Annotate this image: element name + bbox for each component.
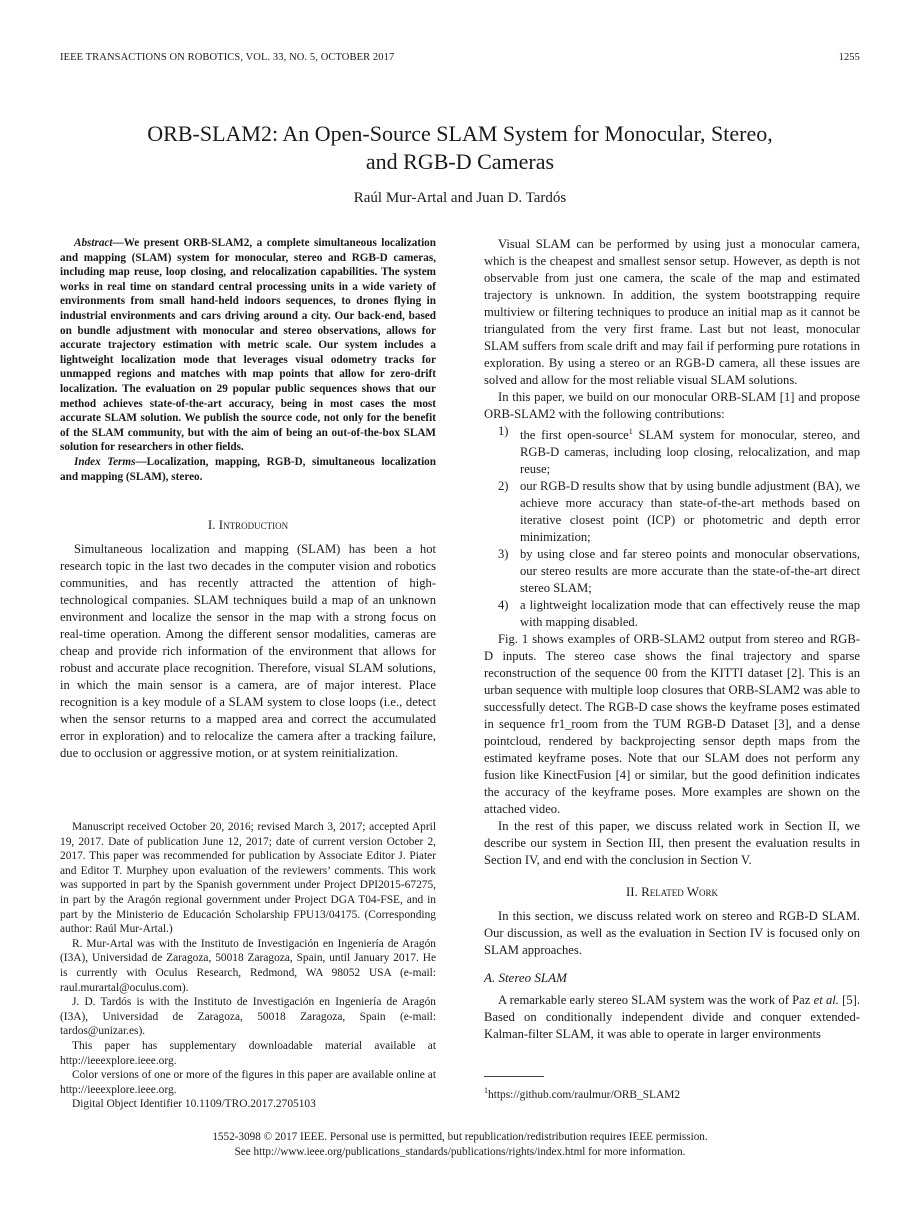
abstract	[60, 236, 436, 455]
section-1-heading: I. Introduction	[207, 517, 289, 532]
footnote-doi: Digital Object Identifier 10.1109/TRO.2017.2705103	[72, 1098, 316, 1111]
index-terms-label: Index Terms	[74, 456, 136, 468]
journal-name: IEEE TRANSACTIONS ON ROBOTICS, VOL. 33, NO. 5, OCTOBER 2017	[60, 52, 395, 63]
copyright-line-2: See http://www.ieee.org/publications_standards/publications/rights/index.html for more information.	[234, 1146, 686, 1158]
intro-paragraph: Simultaneous localization and mapping (SLAM) has been a hot research topic in the last two decades in the computer vision and robotics communities, and has recently attracted the attention of high-technological companies. SLAM techniques build a map of an unknown environment and localize the sensor in the map with a strong focus on real-time operation. Among the different sensor modalities, cameras are cheap and provide rich information of the environment that allows for robust and accurate place recognition. Therefore, visual SLAM solutions, in which the main sensor is a camera, are of major interest. Place recognition is a key module of a SLAM system to close loops (i.e., detect when the sensor returns to a mapped area and correct the accumulated error in exploration) and to relocalize the camera after a tracking failure, due to occlusion or aggressive motion, or at system reinitialization.	[60, 542, 436, 760]
footnote-tardos: J. D. Tardós is with the Instituto de Investigación en Ingeniería de Aragón (I3A), Universidad de Zaragoza, 50018 Zaragoza, Spain (e-mail: tardos@unizar.es).	[60, 996, 436, 1038]
abstract-text: —We present ORB-SLAM2, a complete simultaneous localization and mapping (SLAM) system for monocular, stereo and RGB-D cameras, including map reuse, loop closing, and relocalization capabilities. The system works in real time on standard central processing units in a wide variety of environments from small hand-held indoors sequences, to drones flying in industrial environments and cars driving around a city. Our back-end, based on bundle adjustment with monocular and stereo observations, allows for accurate trajectory estimation with metric scale. Our system includes a lightweight localization mode that leverages visual odometry tracks for unmapped regions and matches with map points that allow for zero-drift localization. The evaluation on 29 popular public sequences shows that our method achieves state-of-the-art accuracy, being in most cases the most accurate SLAM solution. We publish the source code, not only for the benefit of the SLAM community, but with the aim of being an out-of-the-box SLAM solution for researchers in other fields.	[60, 237, 436, 454]
copyright-line-1: 1552-3098 © 2017 IEEE. Personal use is permitted, but republication/redistribution requires IEEE permission.	[212, 1131, 708, 1143]
list-item: 4) a lightweight localization mode that can effectively reuse the map with mapping disabled.	[498, 598, 860, 630]
list-item: 3) by using close and far stereo points and monocular observations, our stereo results are more accurate than the state-of-the-art direct stereo SLAM;	[498, 547, 860, 596]
footnote-1: $^1$https://github.com/raulmur/ORB_SLAM2	[484, 1086, 681, 1101]
copyright-notice	[60, 1130, 860, 1160]
section-1	[60, 516, 436, 762]
index-terms-text: —Localization, mapping, RGB-D, simultaneous localization and mapping (SLAM), stereo.	[60, 456, 436, 483]
list-item: 2) our RGB-D results show that by using bundle adjustment (BA), we achieve more accuracy than state-of-the-art methods based on iterative closest point (ICP) or photometric and depth error minimization;	[498, 479, 860, 545]
footnote-color: Color versions of one or more of the figures in this paper are available online at http://ieeexplore.ieee.org.	[60, 1069, 436, 1096]
running-header	[60, 52, 860, 63]
page-number: 1255	[838, 52, 860, 63]
footnote-divider	[484, 1076, 544, 1077]
title-line-1: ORB-SLAM2: An Open-Source SLAM System for Monocular, Stereo,	[147, 121, 773, 146]
subsection-heading: A. Stereo SLAM	[484, 970, 567, 986]
paragraph-fig1: Fig. 1 shows examples of ORB-SLAM2 output from stereo and RGB-D inputs. The stereo case shows the final trajectory and sparse reconstruction of the sequence 00 from the KITTI dataset [2]. This is an urban sequence with multiple loop closures that ORB-SLAM2 was able to successfully detect. The RGB-D case shows the keyframe poses estimated in sequence fr1_room from the TUM RGB-D Dataset [3], and a dense pointcloud, rendered by backprojecting sensor depth maps from the estimated keyframe poses. Note that our SLAM does not perform any fusion like KinectFusion [4] or similar, but the good definition indicates the accuracy of the keyframe poses. More examples are shown on the attached video.	[484, 632, 860, 817]
section-2-heading: II. Related Work	[625, 884, 719, 900]
paragraph-stereo: A remarkable early stereo SLAM system was the work of Paz et al. [5]. Based on conditionally independent divide and conquer extended-Kalman-filter SLAM, it was able to operate in larger environments	[484, 993, 860, 1042]
paper-title	[60, 120, 860, 176]
authors: Raúl Mur-Artal and Juan D. Tardós	[353, 190, 567, 206]
footnote-1-link[interactable]: https://github.com/raulmur/ORB_SLAM2	[488, 1088, 681, 1101]
footnotes-left	[60, 820, 436, 1112]
right-column	[484, 236, 860, 1043]
footnote-supplementary: This paper has supplementary downloadable material available at http://ieeexplore.ieee.org.	[60, 1039, 436, 1067]
paragraph-contributions: In this paper, we build on our monocular ORB-SLAM [1] and propose ORB-SLAM2 with the following contributions:	[484, 390, 860, 421]
title-line-2: and RGB-D Cameras	[365, 149, 555, 174]
paragraph-outline: In the rest of this paper, we discuss related work in Section II, we describe our system in Section III, then present the evaluation results in Section IV, and end with the conclusion in Section V.	[484, 819, 860, 868]
index-terms	[60, 455, 436, 484]
list-item: 1) the first open-source$^1$ SLAM system for monocular, stereo, and RGB-D cameras, including loop closing, relocalization, and map reuse;	[498, 424, 861, 477]
footnote-mur-artal: R. Mur-Artal was with the Instituto de Investigación en Ingeniería de Aragón (I3A), Universidad de Zaragoza, 50018 Zaragoza, Spain, until January 2017. He is currently with Oculus Research, Redmond, WA 98052 USA (e-mail: raul.murartal@oculus.com).	[60, 937, 436, 994]
abstract-label: Abstract	[74, 237, 113, 249]
paragraph-visual-slam: Visual SLAM can be performed by using just a monocular camera, which is the cheapest and smallest sensor setup. However, as depth is not observable from just one camera, the scale of the map and estimated trajectory is unknown. In addition, the system bootstrapping require multiview or filtering techniques to produce an initial map as it cannot be triangulated from the very first frame. Last but not least, monocular SLAM suffers from scale drift and may fail if performing pure rotations in exploration. By using a stereo or an RGB-D camera, all these issues are solved and allow for the most reliable visual SLAM solutions.	[484, 237, 860, 387]
contributions-list	[484, 423, 860, 631]
footnote-manuscript: Manuscript received October 20, 2016; revised March 3, 2017; accepted April 19, 2017. Date of publication June 12, 2017; date of current version October 2, 2017. This paper was recommended for publication by Associate Editor J. Piater and Editor T. Murphey upon evaluation of the reviewers’ comments. This work was supported in part by the Spanish government under Project DPI2015-67275, in part by the Aragón regional government under Project DGA T04-FSE, and in part by the Ministerio de Educación Scholarship FPU13/04175. (Corresponding author: Raúl Mur-Artal.)	[60, 821, 436, 936]
paragraph-related: In this section, we discuss related work on stereo and RGB-D SLAM. Our discussion, as well as the evaluation in Section IV is focused only on SLAM approaches.	[484, 909, 860, 958]
